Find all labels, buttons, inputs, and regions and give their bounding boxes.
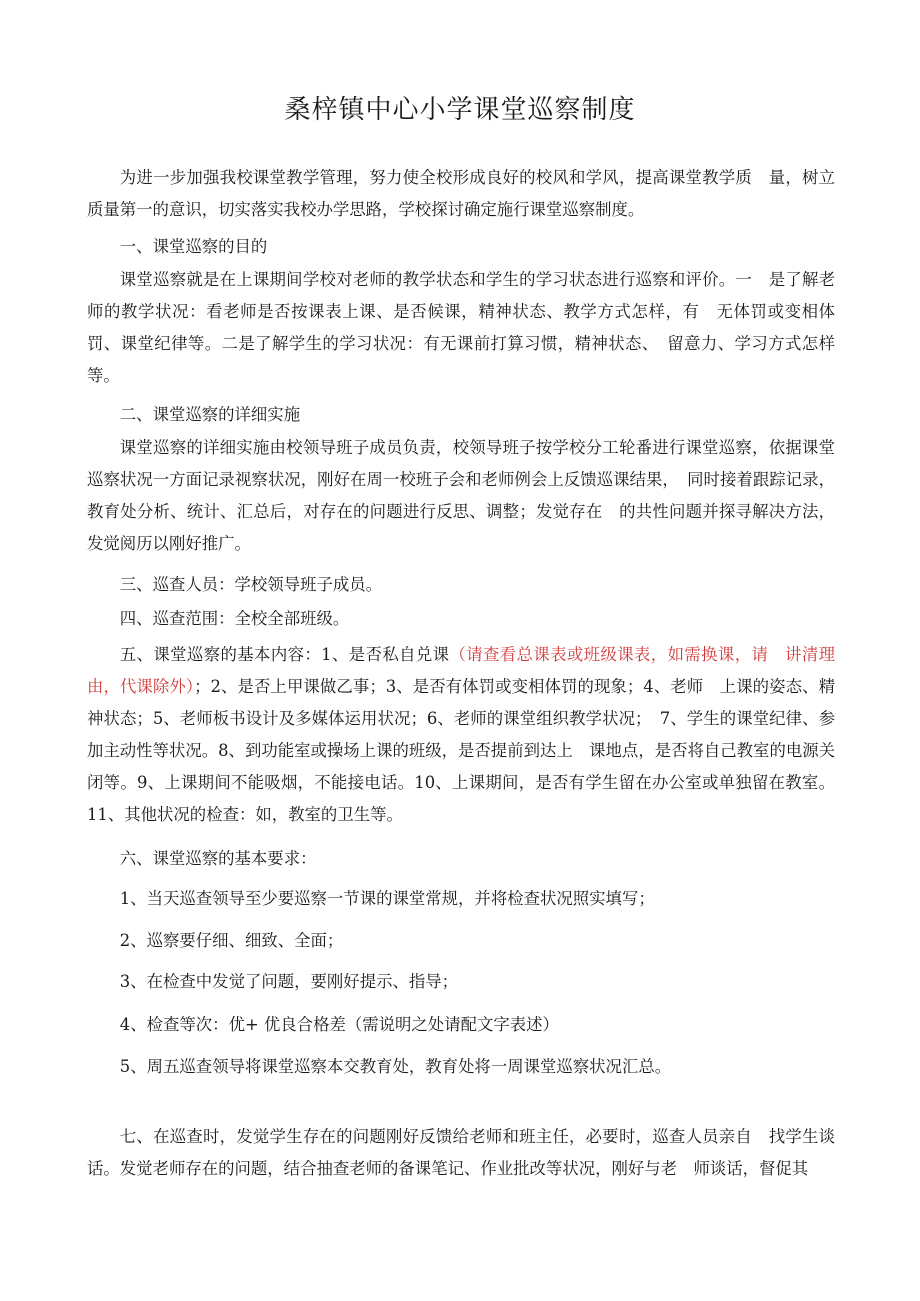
section-6-heading: 六、课堂巡察的基本要求： [119,849,317,868]
requirement-4: 4、检查等次：优+ 优良合格差（需说明之处请配文字表述） [119,1015,559,1034]
requirement-3: 3、在检查中发觉了问题，要刚好提示、指导； [119,972,459,991]
section-2-body: 课堂巡察的详细实施由校领导班子成员负责，校领导班子按学校分工轮番进行课堂巡察，依据课堂巡察状况一方面记录视察状况，刚好在周一校班子会和老师例会上反馈巡课结果， 同时接着跟踪记录，教育处分析、统计、汇总后，对存在的问题进行反思、调整；发觉存在 的共性问题并探寻解决方法，发觉阅历以刚好推广。 [87,438,835,553]
requirement-2: 2、巡察要仔细、细致、全面； [119,931,344,950]
section-7-body: 七、在巡查时，发觉学生存在的问题刚好反馈给老师和班主任，必要时，巡查人员亲自 找学生谈话。发觉老师存在的问题，结合抽查老师的备课笔记、作业批改等状况，刚好与老 师谈话，督促其 [87,1127,835,1178]
intro-paragraph: 为进一步加强我校课堂教学管理，努力使全校形成良好的校风和学风，提高课堂教学质 量，树立质量第一的意识，切实落实我校办学思路，学校探讨确定施行课堂巡察制度。 [87,168,835,219]
section-1-body: 课堂巡察就是在上课期间学校对老师的教学状态和学生的学习状态进行巡察和评价。一 是了解老师的教学状况：看老师是否按课表上课、是否候课，精神状态、教学方式怎样，有 无体罚或变相体罚、课堂纪律等。二是了解学生的学习状况：有无课前打算习惯，精神状态、 留意力、学习方式怎样等。 [87,270,835,385]
document-title: 桑梓镇中心小学课堂巡察制度 [284,95,636,125]
requirement-5: 5、周五巡查领导将课堂巡察本交教育处，教育处将一周课堂巡察状况汇总。 [119,1057,672,1076]
section-1-heading: 一、课堂巡察的目的 [119,237,268,256]
section-5-highlight-note: （请查看总课表或班级课表，如需换课，请 讲清理由，代课除外） [87,645,835,696]
section-5-text-start: 五、课堂巡察的基本内容：1、是否私自兑课 [119,645,450,664]
section-5-text-rest: ；2、是否上甲课做乙事；3、是否有体罚或变相体罚的现象；4、老师 上课的姿态、精神状态；5、老师板书设计及多媒体运用状况；6、老师的课堂组织教学状况； 7、学生的课堂纪律、参加主动性等状况。8、到功能室或操场上课的班级，是否提前到达上 课地点，是否将自己教室的电源关闭等。9、上课期间不能吸烟，不能接电话。10、上课期间，是否有学生留在办公室或单独留在教室。11、其他状况的检查：如，教室的卫生等。 [87,677,836,824]
section-2-heading: 二、课堂巡察的详细实施 [119,405,301,424]
section-3-heading: 三、巡查人员：学校领导班子成员。 [119,575,383,594]
section-5-body [87,639,835,831]
requirement-1: 1、当天巡查领导至少要巡察一节课的课堂常规，并将检查状况照实填写； [119,889,655,908]
section-4-heading: 四、巡查范围：全校全部班级。 [119,609,350,628]
